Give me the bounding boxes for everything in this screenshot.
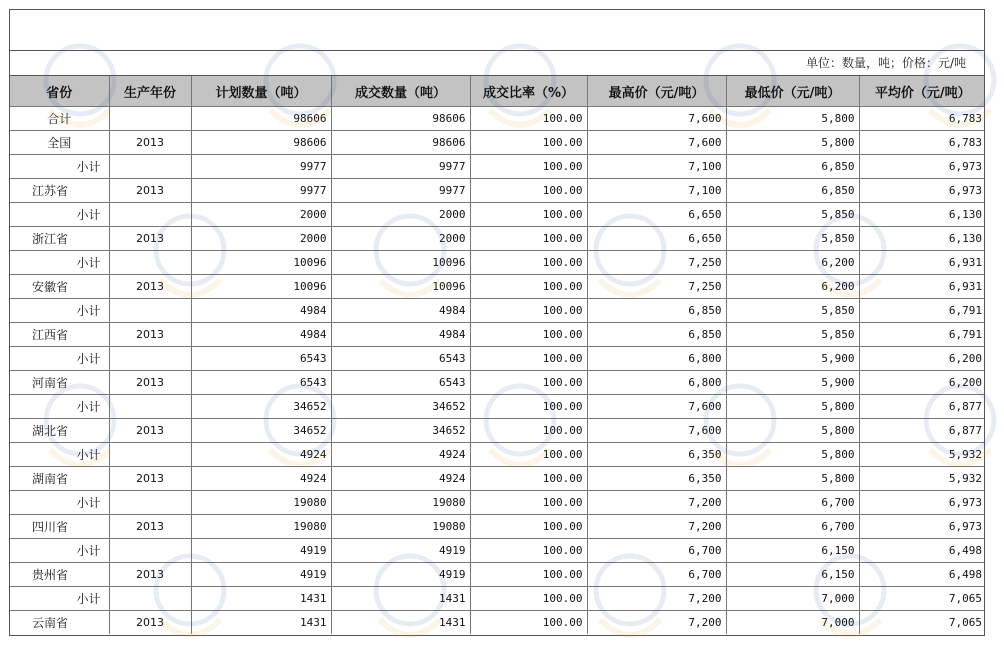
cell-province: 小计 (10, 587, 109, 611)
cell-province: 小计 (10, 539, 109, 563)
cell-year: 2013 (109, 371, 191, 395)
cell-province: 小计 (10, 443, 109, 467)
cell-year (109, 347, 191, 371)
cell-traded: 19080 (331, 491, 470, 515)
cell-planned: 4924 (191, 467, 331, 491)
cell-year: 2013 (109, 419, 191, 443)
cell-max-price: 7,600 (587, 419, 726, 443)
cell-year (109, 539, 191, 563)
cell-traded: 1431 (331, 611, 470, 635)
header-province: 省份 (10, 76, 109, 107)
cell-year (109, 587, 191, 611)
cell-planned: 4919 (191, 539, 331, 563)
cell-avg-price: 6,791 (859, 299, 985, 323)
cell-province: 小计 (10, 299, 109, 323)
cell-planned: 19080 (191, 491, 331, 515)
cell-ratio: 100.00 (470, 611, 587, 635)
table-row (10, 323, 985, 347)
cell-province: 合计 (10, 107, 109, 131)
cell-ratio: 100.00 (470, 299, 587, 323)
header-min-price: 最低价（元/吨） (726, 76, 859, 107)
cell-province: 小计 (10, 155, 109, 179)
cell-year: 2013 (109, 323, 191, 347)
cell-planned: 2000 (191, 227, 331, 251)
table-body (10, 107, 985, 635)
cell-province: 安徽省 (10, 275, 109, 299)
cell-avg-price: 6,973 (859, 179, 985, 203)
table-row (10, 443, 985, 467)
cell-max-price: 6,800 (587, 347, 726, 371)
cell-planned: 9977 (191, 179, 331, 203)
cell-traded: 19080 (331, 515, 470, 539)
cell-ratio: 100.00 (470, 515, 587, 539)
cell-max-price: 7,100 (587, 155, 726, 179)
cell-year (109, 395, 191, 419)
cell-ratio: 100.00 (470, 227, 587, 251)
cell-planned: 34652 (191, 419, 331, 443)
cell-avg-price: 7,065 (859, 587, 985, 611)
cell-min-price: 6,200 (726, 275, 859, 299)
cell-max-price: 7,100 (587, 179, 726, 203)
cell-traded: 6543 (331, 347, 470, 371)
cell-avg-price: 5,932 (859, 467, 985, 491)
cell-year: 2013 (109, 515, 191, 539)
cell-ratio: 100.00 (470, 251, 587, 275)
cell-planned: 6543 (191, 371, 331, 395)
cell-province: 小计 (10, 203, 109, 227)
table-row (10, 515, 985, 539)
cell-year (109, 203, 191, 227)
unit-note: 单位：数量，吨；价格：元/吨 (805, 56, 966, 70)
cell-max-price: 6,850 (587, 299, 726, 323)
cell-traded: 2000 (331, 227, 470, 251)
cell-min-price: 5,800 (726, 419, 859, 443)
cell-planned: 19080 (191, 515, 331, 539)
cell-province: 小计 (10, 347, 109, 371)
cell-year (109, 491, 191, 515)
cell-max-price: 7,600 (587, 107, 726, 131)
cell-avg-price: 6,973 (859, 155, 985, 179)
cell-max-price: 7,200 (587, 515, 726, 539)
cell-min-price: 7,000 (726, 611, 859, 635)
cell-min-price: 6,850 (726, 155, 859, 179)
cell-year: 2013 (109, 227, 191, 251)
cell-ratio: 100.00 (470, 131, 587, 155)
trade-results-table (10, 76, 985, 634)
cell-avg-price: 6,498 (859, 563, 985, 587)
cell-avg-price: 6,783 (859, 107, 985, 131)
cell-max-price: 6,700 (587, 563, 726, 587)
cell-max-price: 6,650 (587, 203, 726, 227)
cell-traded: 34652 (331, 419, 470, 443)
cell-min-price: 5,800 (726, 131, 859, 155)
cell-avg-price: 6,200 (859, 347, 985, 371)
cell-min-price: 6,700 (726, 515, 859, 539)
cell-province: 云南省 (10, 611, 109, 635)
cell-max-price: 7,250 (587, 251, 726, 275)
table-row (10, 395, 985, 419)
cell-avg-price: 6,791 (859, 323, 985, 347)
cell-avg-price: 6,498 (859, 539, 985, 563)
cell-ratio: 100.00 (470, 179, 587, 203)
cell-traded: 2000 (331, 203, 470, 227)
cell-ratio: 100.00 (470, 275, 587, 299)
cell-max-price: 6,350 (587, 443, 726, 467)
cell-min-price: 6,150 (726, 563, 859, 587)
cell-avg-price: 6,783 (859, 131, 985, 155)
cell-min-price: 5,850 (726, 227, 859, 251)
table-row (10, 611, 985, 635)
cell-year: 2013 (109, 275, 191, 299)
cell-min-price: 6,200 (726, 251, 859, 275)
cell-planned: 10096 (191, 251, 331, 275)
cell-province: 河南省 (10, 371, 109, 395)
cell-planned: 98606 (191, 131, 331, 155)
cell-max-price: 6,700 (587, 539, 726, 563)
cell-year: 2013 (109, 611, 191, 635)
cell-max-price: 7,600 (587, 395, 726, 419)
cell-max-price: 7,600 (587, 131, 726, 155)
cell-min-price: 5,900 (726, 347, 859, 371)
cell-max-price: 6,850 (587, 323, 726, 347)
table-row (10, 227, 985, 251)
cell-province: 湖北省 (10, 419, 109, 443)
table-row (10, 179, 985, 203)
cell-ratio: 100.00 (470, 203, 587, 227)
cell-year (109, 299, 191, 323)
table-row (10, 251, 985, 275)
cell-avg-price: 6,973 (859, 515, 985, 539)
cell-province: 江苏省 (10, 179, 109, 203)
cell-ratio: 100.00 (470, 107, 587, 131)
cell-max-price: 6,350 (587, 467, 726, 491)
header-planned: 计划数量（吨） (191, 76, 331, 107)
table-row (10, 155, 985, 179)
table-row (10, 371, 985, 395)
cell-traded: 4919 (331, 539, 470, 563)
cell-province: 小计 (10, 251, 109, 275)
table-row (10, 299, 985, 323)
cell-planned: 98606 (191, 107, 331, 131)
cell-year (109, 443, 191, 467)
cell-ratio: 100.00 (470, 491, 587, 515)
cell-year (109, 251, 191, 275)
cell-min-price: 6,700 (726, 491, 859, 515)
cell-year: 2013 (109, 563, 191, 587)
cell-avg-price: 6,931 (859, 275, 985, 299)
cell-min-price: 5,800 (726, 107, 859, 131)
cell-planned: 1431 (191, 587, 331, 611)
header-traded: 成交数量（吨） (331, 76, 470, 107)
cell-year: 2013 (109, 467, 191, 491)
cell-province: 小计 (10, 491, 109, 515)
cell-planned: 4984 (191, 299, 331, 323)
cell-max-price: 7,200 (587, 587, 726, 611)
cell-min-price: 5,800 (726, 443, 859, 467)
report-frame (9, 9, 985, 636)
cell-planned: 9977 (191, 155, 331, 179)
cell-avg-price: 6,200 (859, 371, 985, 395)
cell-avg-price: 6,130 (859, 227, 985, 251)
cell-traded: 4984 (331, 299, 470, 323)
cell-traded: 9977 (331, 179, 470, 203)
header-max-price: 最高价（元/吨） (587, 76, 726, 107)
cell-planned: 2000 (191, 203, 331, 227)
cell-traded: 4984 (331, 323, 470, 347)
cell-province: 湖南省 (10, 467, 109, 491)
cell-max-price: 7,200 (587, 611, 726, 635)
cell-ratio: 100.00 (470, 155, 587, 179)
cell-planned: 4924 (191, 443, 331, 467)
cell-ratio: 100.00 (470, 323, 587, 347)
cell-traded: 4919 (331, 563, 470, 587)
cell-planned: 10096 (191, 275, 331, 299)
unit-row (10, 51, 984, 76)
cell-year: 2013 (109, 131, 191, 155)
cell-ratio: 100.00 (470, 419, 587, 443)
cell-avg-price: 6,931 (859, 251, 985, 275)
cell-traded: 10096 (331, 275, 470, 299)
cell-traded: 10096 (331, 251, 470, 275)
table-row (10, 107, 985, 131)
cell-traded: 98606 (331, 107, 470, 131)
cell-planned: 4919 (191, 563, 331, 587)
table-row (10, 347, 985, 371)
table-row (10, 275, 985, 299)
cell-province: 浙江省 (10, 227, 109, 251)
table-row (10, 131, 985, 155)
cell-ratio: 100.00 (470, 443, 587, 467)
cell-planned: 1431 (191, 611, 331, 635)
cell-traded: 4924 (331, 467, 470, 491)
cell-min-price: 5,850 (726, 203, 859, 227)
table-row (10, 419, 985, 443)
cell-max-price: 7,250 (587, 275, 726, 299)
cell-traded: 6543 (331, 371, 470, 395)
cell-ratio: 100.00 (470, 467, 587, 491)
header-row (10, 76, 985, 107)
table-row (10, 203, 985, 227)
table-row (10, 587, 985, 611)
header-ratio: 成交比率（%） (470, 76, 587, 107)
cell-ratio: 100.00 (470, 395, 587, 419)
cell-min-price: 5,850 (726, 323, 859, 347)
title-bar (10, 10, 984, 51)
table-row (10, 539, 985, 563)
cell-planned: 4984 (191, 323, 331, 347)
cell-avg-price: 5,932 (859, 443, 985, 467)
cell-min-price: 5,900 (726, 371, 859, 395)
cell-ratio: 100.00 (470, 563, 587, 587)
cell-ratio: 100.00 (470, 587, 587, 611)
cell-ratio: 100.00 (470, 347, 587, 371)
cell-ratio: 100.00 (470, 539, 587, 563)
cell-province: 四川省 (10, 515, 109, 539)
header-year: 生产年份 (109, 76, 191, 107)
cell-traded: 4924 (331, 443, 470, 467)
cell-planned: 6543 (191, 347, 331, 371)
cell-avg-price: 6,973 (859, 491, 985, 515)
table-row (10, 467, 985, 491)
cell-min-price: 5,800 (726, 395, 859, 419)
table-row (10, 563, 985, 587)
header-avg-price: 平均价（元/吨） (859, 76, 985, 107)
cell-planned: 34652 (191, 395, 331, 419)
cell-min-price: 6,850 (726, 179, 859, 203)
cell-avg-price: 7,065 (859, 611, 985, 635)
cell-traded: 34652 (331, 395, 470, 419)
cell-traded: 98606 (331, 131, 470, 155)
cell-traded: 9977 (331, 155, 470, 179)
cell-min-price: 7,000 (726, 587, 859, 611)
cell-max-price: 7,200 (587, 491, 726, 515)
cell-avg-price: 6,877 (859, 419, 985, 443)
cell-min-price: 5,800 (726, 467, 859, 491)
cell-max-price: 6,800 (587, 371, 726, 395)
cell-min-price: 6,150 (726, 539, 859, 563)
cell-year (109, 155, 191, 179)
cell-avg-price: 6,130 (859, 203, 985, 227)
cell-year: 2013 (109, 179, 191, 203)
cell-avg-price: 6,877 (859, 395, 985, 419)
cell-province: 贵州省 (10, 563, 109, 587)
table-row (10, 491, 985, 515)
cell-max-price: 6,650 (587, 227, 726, 251)
cell-min-price: 5,850 (726, 299, 859, 323)
cell-province: 全国 (10, 131, 109, 155)
cell-province: 小计 (10, 395, 109, 419)
cell-ratio: 100.00 (470, 371, 587, 395)
cell-province: 江西省 (10, 323, 109, 347)
cell-traded: 1431 (331, 587, 470, 611)
cell-year (109, 107, 191, 131)
